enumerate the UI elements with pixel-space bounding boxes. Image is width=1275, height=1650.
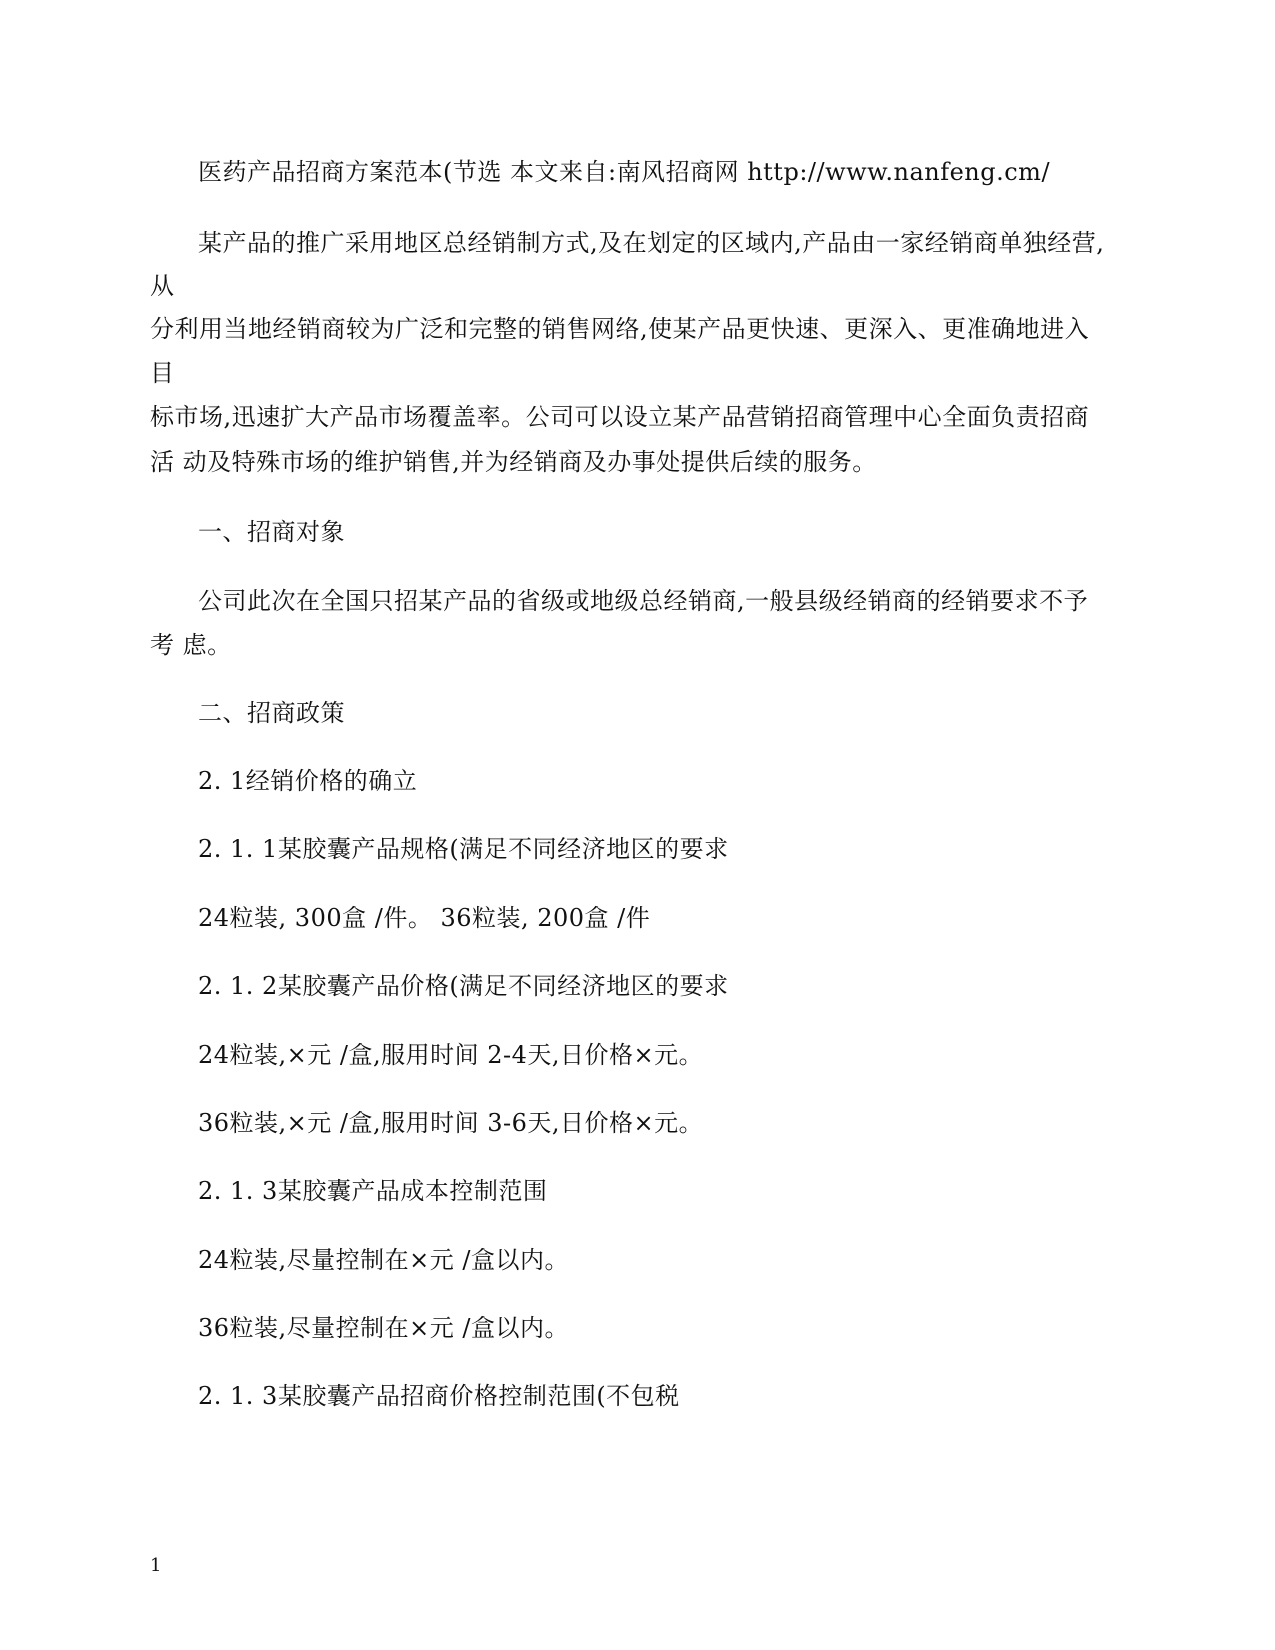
paragraph-line: 24粒装,×元 /盒,服用时间 2-4天,日价格×元。 bbox=[198, 1041, 704, 1069]
paragraph-line: 36粒装,×元 /盒,服用时间 3-6天,日价格×元。 bbox=[198, 1109, 704, 1137]
subsection-heading: 2. 1. 2某胶囊产品价格(满足不同经济地区的要求 bbox=[198, 972, 729, 1000]
section-heading: 二、招商政策 bbox=[198, 699, 345, 727]
paragraph-line: 考 虑。 bbox=[150, 631, 232, 659]
paragraph-line: 目 bbox=[150, 359, 175, 387]
subsection-heading: 2. 1经销价格的确立 bbox=[198, 767, 418, 795]
paragraph-line: 36粒装,尽量控制在×元 /盒以内。 bbox=[198, 1314, 569, 1342]
subsection-heading: 2. 1. 3某胶囊产品成本控制范围 bbox=[198, 1177, 548, 1205]
paragraph-line: 标市场,迅速扩大产品市场覆盖率。公司可以设立某产品营销招商管理中心全面负责招商 bbox=[150, 403, 1090, 431]
paragraph-line: 24粒装,尽量控制在×元 /盒以内。 bbox=[198, 1246, 569, 1274]
page-number: 1 bbox=[150, 1555, 162, 1576]
subsection-heading: 2. 1. 3某胶囊产品招商价格控制范围(不包税 bbox=[198, 1382, 680, 1410]
paragraph-line: 某产品的推广采用地区总经销制方式,及在划定的区域内,产品由一家经销商单独经营, bbox=[198, 229, 1105, 257]
section-heading: 一、招商对象 bbox=[198, 518, 345, 546]
subsection-heading: 2. 1. 1某胶囊产品规格(满足不同经济地区的要求 bbox=[198, 835, 729, 863]
paragraph-line: 24粒装, 300盒 /件。 36粒装, 200盒 /件 bbox=[198, 904, 651, 932]
paragraph-line: 公司此次在全国只招某产品的省级或地级总经销商,一般县级经销商的经销要求不予 bbox=[198, 587, 1089, 615]
paragraph-line: 分利用当地经销商较为广泛和完整的销售网络,使某产品更快速、更深入、更准确地进入 bbox=[150, 315, 1090, 343]
document-title: 医药产品招商方案范本(节选 本文来自:南风招商网 http://www.nanfeng.cm/ bbox=[198, 158, 1051, 186]
paragraph-line: 活 动及特殊市场的维护销售,并为经销商及办事处提供后续的服务。 bbox=[150, 448, 877, 476]
paragraph-line: 从 bbox=[150, 272, 175, 300]
